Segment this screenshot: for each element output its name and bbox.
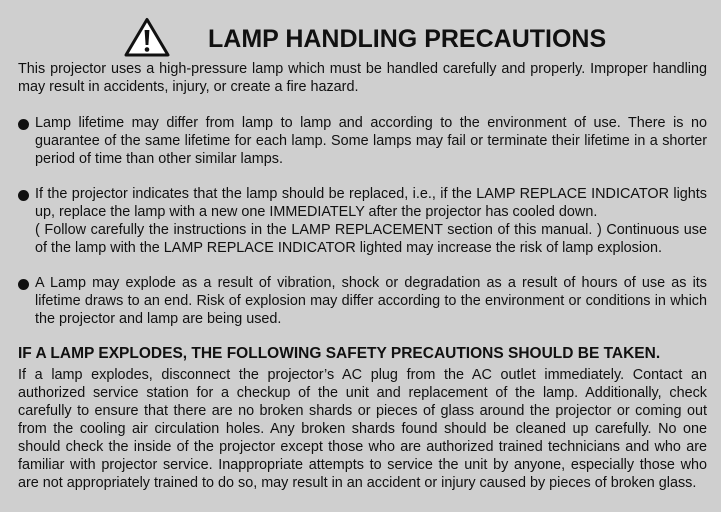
bullet-icon (18, 190, 29, 201)
bullet-icon (18, 279, 29, 290)
page-title: LAMP HANDLING PRECAUTIONS (208, 25, 607, 53)
precaution-list (18, 114, 707, 328)
title-row (18, 0, 707, 60)
list-item (18, 274, 707, 328)
intro-paragraph: This projector uses a high-pressure lamp which must be handled carefully and properly. Improper handling may result in accidents, injury, or create a fire hazard. (18, 61, 707, 95)
bullet-icon (18, 119, 29, 130)
bullet-text: A Lamp may explode as a result of vibration, shock or degradation as a result of hours of use as its lifetime draws to an end. Risk of explosion may differ according to the environment or conditions in which the projector and lamp are being used. (35, 275, 707, 327)
explosion-heading: IF A LAMP EXPLODES, THE FOLLOWING SAFETY PRECAUTIONS SHOULD BE TAKEN. (18, 345, 661, 362)
explosion-paragraph: If a lamp explodes, disconnect the projector’s AC plug from the AC outlet immediately. Contact an authorized service station for a checkup of the unit and replacement of the lamp. Additionally, check carefully to ensure that there are no broken shards or pieces of glass around the projector or coming out from the cooling air circulation holes. Any broken shards found should be cleaned up carefully. No one should check the inside of the projector except those who are authorized trained technicians and who are familiar with projector service. Inappropriate attempts to service the unit by anyone, especially those who are not appropriately trained to do so, may result in an accident or injury caused by pieces of broken glass. (18, 367, 707, 491)
bullet-text: Lamp lifetime may differ from lamp to lamp and according to the environment of use. There is no guarantee of the same lifetime for each lamp. Some lamps may fail or terminate their lifetime in a shorter period of time than other similar lamps. (35, 115, 707, 167)
bullet-text-continued: ( Follow carefully the instructions in the LAMP REPLACEMENT section of this manual. ) Continuous use of the lamp with the LAMP REPLACE INDICATOR lighted may increase the risk of lamp explosion. (35, 222, 707, 256)
bullet-text: If the projector indicates that the lamp should be replaced, i.e., if the LAMP REPLACE INDICATOR lights up, replace the lamp with a new one IMMEDIATELY after the projector has cooled down. (35, 186, 707, 220)
list-item (18, 185, 707, 257)
list-item (18, 114, 707, 168)
warning-triangle-icon (124, 17, 170, 57)
